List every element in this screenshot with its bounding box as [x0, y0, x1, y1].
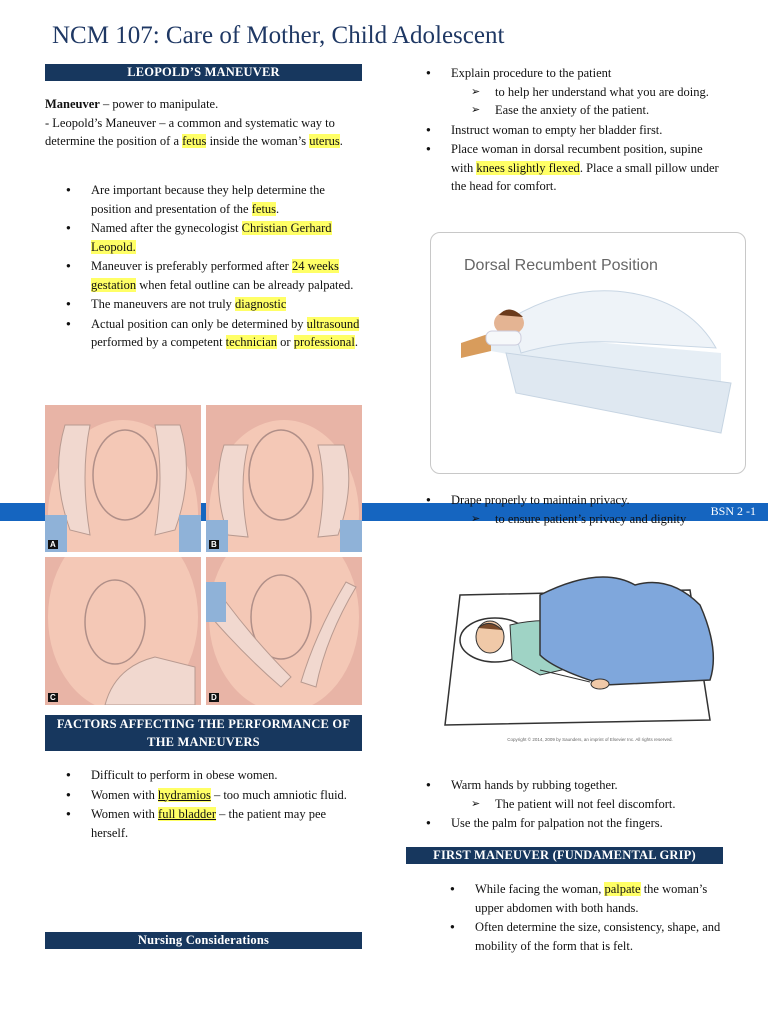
panel-c	[45, 557, 201, 705]
panel-d	[206, 557, 362, 705]
patient-on-bed-image	[431, 233, 745, 473]
sub-list-item: ➢ to ensure patient’s privacy and dignity	[491, 510, 725, 529]
highlight: uterus	[309, 134, 340, 148]
section-tag: BSN 2 -1	[710, 504, 756, 518]
panel-a	[45, 405, 201, 552]
page-title: NCM 107: Care of Mother, Child Adolescent	[52, 22, 505, 49]
warm-hands-list	[425, 776, 725, 834]
list-item: ● Maneuver is preferably performed after 24 weeks gestation when fetal outline can be already palpated.	[85, 257, 365, 294]
list-item: ● Women with full bladder – the patient may pee herself.	[85, 805, 365, 842]
abdomen-palpation-image	[45, 405, 201, 552]
abdomen-palpation-image	[45, 557, 201, 705]
panel-label: B	[211, 540, 217, 549]
patient-line-drawing	[440, 560, 730, 750]
first-maneuver-list	[449, 880, 734, 956]
definition2-text: inside the woman’s	[206, 134, 310, 148]
abdomen-palpation-image	[206, 405, 362, 552]
list-item: ● Often determine the size, consistency, shape, and mobility of the form that is felt.	[469, 918, 734, 955]
highlight: fetus	[182, 134, 207, 148]
list-item: ● Women with hydramios – too much amniotic fluid.	[85, 786, 365, 805]
panel-label: C	[50, 693, 56, 702]
sub-list-item: ➢ The patient will not feel discomfort.	[491, 795, 725, 814]
abdomen-palpation-image	[206, 557, 362, 705]
definition2-text: - Leopold’s Maneuver – a common and systematic way to determine the position of a	[45, 115, 335, 148]
list-item: ● The maneuvers are not truly diagnostic	[85, 295, 365, 314]
dorsal-recumbent-image	[430, 232, 746, 474]
sub-list-item: ➢ Ease the anxiety of the patient.	[491, 101, 725, 120]
list-item: ● While facing the woman, palpate the woman’s upper abdomen with both hands.	[469, 880, 734, 917]
leopold-illustration	[45, 405, 362, 705]
list-item: ● Are important because they help determine the position and presentation of the fetus.	[85, 181, 365, 218]
leopold-bullet-list	[65, 181, 365, 353]
list-item: ● Explain procedure to the patient ➢ to help her understand what you are doing. ➢ Ease the anxiety of the patient.	[445, 64, 725, 120]
list-item: ● Place woman in dorsal recumbent position, supine with knees slightly flexed. Place a small pillow under the head for comfort.	[445, 140, 725, 196]
procedure-list	[425, 64, 725, 197]
definition-term: Maneuver	[45, 97, 100, 111]
definition2-text: .	[339, 134, 343, 148]
list-item: ● Named after the gynecologist Christian Gerhard Leopold.	[85, 219, 365, 256]
panel-label: A	[50, 540, 56, 549]
panel-b	[206, 405, 362, 552]
list-item: ● Instruct woman to empty her bladder first.	[445, 121, 725, 140]
nursing-considerations-banner: Nursing Considerations	[45, 932, 362, 949]
list-item: ● Warm hands by rubbing together. ➢ The patient will not feel discomfort.	[445, 776, 725, 813]
copyright-note: Copyright © 2014, 2009 by Saunders, an imprint of Elsevier Inc. All rights reserved.	[507, 737, 673, 742]
list-item: ● Drape properly to maintain privacy. ➢ to ensure patient’s privacy and dignity	[445, 491, 725, 528]
factors-list	[65, 766, 365, 843]
drape-list	[425, 491, 725, 529]
draped-patient-image	[440, 560, 730, 735]
definition-text: – power to manipulate.	[99, 97, 219, 111]
sub-list-item: ➢ to help her understand what you are doing.	[491, 83, 725, 102]
list-item: ● Difficult to perform in obese women.	[85, 766, 365, 785]
list-item: ● Use the palm for palpation not the fingers.	[445, 814, 725, 833]
definition-block	[45, 95, 365, 151]
panel-label: D	[211, 693, 217, 702]
first-maneuver-banner: FIRST MANEUVER (FUNDAMENTAL GRIP)	[406, 847, 723, 864]
list-item: ● Actual position can only be determined by ultrasound performed by a competent technician or professional.	[85, 315, 365, 352]
factors-banner: FACTORS AFFECTING THE PERFORMANCE OF THE MANEUVERS	[45, 715, 362, 751]
image-caption: Dorsal Recumbent Position	[464, 257, 658, 274]
leopold-banner: LEOPOLD’S MANEUVER	[45, 64, 362, 81]
